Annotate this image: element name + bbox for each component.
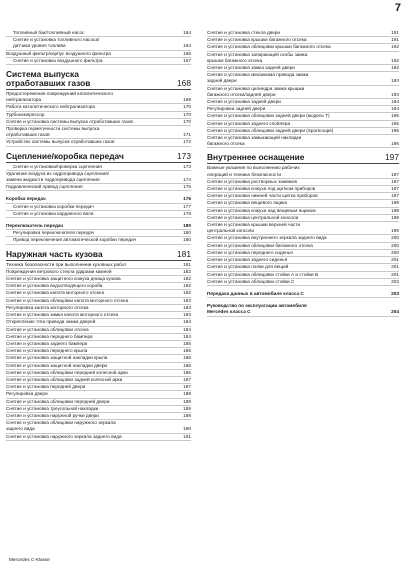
- toc-entry-title: Работа каталитического нейтрализатора: [6, 104, 95, 110]
- toc-entry-page: 188: [183, 398, 191, 404]
- toc-entry: [207, 72, 399, 85]
- toc-entry-page: 182: [183, 268, 191, 274]
- toc-right-column: [207, 30, 399, 322]
- toc-entry-title: Снятие и установка вещевого ящика: [207, 200, 287, 206]
- toc-entry-page: 173: [183, 163, 191, 169]
- toc-entry-title: Снятие и установка нижней части щитка приборов: [207, 193, 318, 199]
- toc-entry-page: 186: [183, 355, 191, 361]
- toc-entry-title: Техника безопасности при выполнении кузовных работ: [6, 261, 127, 267]
- toc-entry-page: 170: [183, 111, 191, 117]
- toc-entry-page: 183: [183, 304, 191, 310]
- toc-entry: [6, 298, 191, 305]
- toc-entry: [6, 290, 191, 297]
- toc-entry-title: Снятие и установка крышки верхней части центральной консоли: [207, 222, 301, 234]
- toc-entry-page: 175: [183, 184, 191, 190]
- toc-entry: [6, 211, 191, 218]
- toc-entry-page: 181: [183, 261, 191, 267]
- toc-entry-page: 171: [183, 132, 191, 138]
- toc-entry-title: Регулировка капота моторного отсека: [6, 304, 89, 310]
- toc-entry-title: Снятие и установка облицовки наружного зеркала заднего вида: [6, 420, 116, 432]
- toc-entry-title: Снятие и установка облицовки крышки багажного отсека: [207, 44, 331, 50]
- toc-entry-page: 166: [183, 50, 191, 56]
- toc-entry-title: Переключатель передач: [6, 223, 64, 229]
- toc-entry: [207, 291, 399, 298]
- toc-entry-title: Снятие и установка кожуха над вещевым ящиком: [207, 207, 316, 213]
- toc-entry-page: 177: [183, 203, 191, 209]
- toc-entry-title: Регулировка двери: [6, 391, 48, 397]
- toc-entry: [207, 121, 399, 128]
- toc-entry: [207, 272, 399, 279]
- toc-entry: [6, 341, 191, 348]
- toc-section: [6, 250, 191, 441]
- toc-entry-title: Привод переключения автоматической коробки передач: [13, 237, 137, 243]
- section-title: Наружная часть кузова: [6, 248, 103, 259]
- toc-entry-title: Регулировка переключателя передач: [13, 230, 95, 236]
- toc-left-column: [6, 30, 191, 446]
- toc-section: [6, 30, 191, 65]
- toc-entry: [207, 215, 399, 222]
- toc-entry-page: 199: [391, 228, 399, 234]
- toc-entry: [6, 319, 191, 326]
- toc-entry: [6, 164, 191, 171]
- toc-entry: [6, 119, 191, 126]
- toc-entry-page: 189: [183, 405, 191, 411]
- toc-entry-page: 195: [391, 120, 399, 126]
- section-page-number: 173: [177, 150, 191, 161]
- toc-entry-page: 174: [183, 177, 191, 183]
- toc-entry-page: 182: [183, 283, 191, 289]
- toc-entry: [6, 196, 191, 203]
- toc-entry-title: Снятие и установка защитной накладки двери: [6, 362, 108, 368]
- toc-entry-title: Снятие и установка ростворных зажимов: [207, 178, 297, 184]
- toc-entry: [207, 52, 399, 65]
- toc-entry: [6, 355, 191, 362]
- toc-section: [207, 30, 399, 148]
- toc-entry-page: 164: [183, 30, 191, 35]
- toc-entry-page: 170: [183, 118, 191, 124]
- toc-section: [207, 153, 399, 316]
- toc-entry-page: 186: [183, 369, 191, 375]
- toc-entry-title: Снятие и установка наружной ручки двери: [6, 412, 99, 418]
- toc-entry: [207, 303, 399, 316]
- toc-entry-title: Снятие и установка крышки багажного отсека: [207, 37, 307, 43]
- toc-entry-page: 182: [183, 276, 191, 282]
- toc-entry-title: Снятие и установка замка капота моторного отсека: [6, 312, 119, 318]
- toc-entry: [207, 235, 399, 242]
- toc-entry-page: 187: [183, 384, 191, 390]
- toc-entry: [6, 434, 191, 441]
- toc-entry-title: Снятие и установка облицовки задней двери (модель T): [207, 113, 330, 119]
- toc-entry-page: 194: [391, 106, 399, 112]
- toc-entry-page: 182: [183, 290, 191, 296]
- toc-entry-page: 167: [183, 57, 191, 63]
- toc-entry: [207, 250, 399, 257]
- toc-entry-title: Снятие и установка облицовки багажного отсека: [207, 242, 313, 248]
- toc-entry-title: Повреждения ветрового стекла ударами камней: [6, 268, 112, 274]
- toc-entry-page: 188: [183, 391, 191, 397]
- section-heading: [6, 250, 191, 261]
- toc-entry-title: Устройство системы выпуска отработавших газов: [6, 139, 115, 145]
- toc-entry-title: Снятие и установка стекла двери: [207, 30, 280, 35]
- toc-entry-title: Снятие и установка воздушного фильтра: [13, 57, 103, 63]
- toc-entry-page: 201: [391, 264, 399, 270]
- toc-entry-title: Снятие и установка центральной консоли: [207, 214, 299, 220]
- toc-entry-page: 196: [391, 127, 399, 133]
- toc-entry-title: Снятие и установка полки для вещей: [207, 264, 289, 270]
- toc-entry-page: 198: [391, 200, 399, 206]
- toc-entry: [6, 305, 191, 312]
- toc-entry-page: 204: [391, 309, 399, 315]
- toc-entry-page: 192: [391, 57, 399, 63]
- toc-entry-title: Снятие и установка облицовки передней двери: [6, 398, 110, 404]
- toc-entry-page: 176: [183, 196, 191, 202]
- toc-entry-title: Снятие и установка цилиндра замка крышки багажного отсека/задней двери: [207, 85, 305, 97]
- toc-entry-title: Передача данных в автомобиле класса С: [207, 290, 304, 296]
- toc-entry-page: 200: [391, 242, 399, 248]
- toc-entry: [6, 262, 191, 269]
- toc-entry-page: 191: [183, 433, 191, 439]
- toc-entry: [6, 384, 191, 391]
- toc-entry-title: Снятие и установка заднего спойлера: [207, 120, 291, 126]
- toc-entry: [6, 413, 191, 420]
- toc-entry-page: 193: [391, 78, 399, 84]
- toc-entry-page: 187: [183, 376, 191, 382]
- toc-entry: [6, 399, 191, 406]
- toc-entry-page: 192: [391, 44, 399, 50]
- toc-entry: [207, 243, 399, 250]
- toc-entry-title: Снятие и установка заднего сиденья: [207, 257, 288, 263]
- toc-entry-title: Снятие и установка облицовки стойки С: [207, 278, 295, 284]
- toc-entry-title: Снятие и установка водоотводящего короба: [6, 283, 103, 289]
- toc-entry-title: Снятие и установка переднего крыла: [6, 348, 88, 354]
- toc-entry-page: 200: [391, 235, 399, 241]
- toc-entry-page: 197: [391, 193, 399, 199]
- toc-entry-title: Удаление воздуха из гидропривода сцепления/ замена жидкости гидропривода сцепления: [6, 170, 109, 183]
- toc-entry: [6, 104, 191, 111]
- toc-entry-title: Снятие и установка/проверка сцепления: [13, 163, 102, 169]
- toc-entry: [207, 222, 399, 235]
- toc-entry-page: 186: [183, 362, 191, 368]
- toc-entry: [207, 279, 399, 286]
- toc-entry-page: 183: [183, 312, 191, 318]
- toc-entry-page: 191: [391, 37, 399, 43]
- toc-entry: [6, 37, 191, 50]
- toc-entry-page: 196: [391, 141, 399, 147]
- toc-entry: [207, 193, 399, 200]
- toc-entry-page: 191: [391, 30, 399, 35]
- toc-entry-title: Важные указания по выполнению рабочих операций и техника безопасности: [207, 165, 300, 177]
- toc-entry-page: 197: [391, 171, 399, 177]
- toc-entry-page: 169: [183, 97, 191, 103]
- toc-entry: [207, 200, 399, 207]
- toc-entry: [6, 420, 191, 433]
- toc-entry: [6, 283, 191, 290]
- section-title: Сцепление/коробка передач: [6, 150, 124, 161]
- toc-entry: [207, 30, 399, 37]
- toc-entry: [6, 139, 191, 146]
- toc-entry-page: 202: [391, 278, 399, 284]
- toc-entry-title: Снятие и установка заднего бампера: [6, 340, 88, 346]
- toc-entry: [207, 44, 399, 51]
- toc-entry-title: Снятие и установка облицовки стойки А и стойки В: [207, 271, 319, 277]
- toc-entry-title: Снятие и установка передней двери: [6, 384, 86, 390]
- toc-entry: [207, 264, 399, 271]
- toc-entry-title: Воздушный фильтр/корпус воздушного фильтра: [6, 50, 111, 56]
- toc-entry-title: Снятие и установка запирающей скобы замка крышки багажного отсека: [207, 51, 308, 63]
- toc-entry-title: Топливный бак/топливный насос: [13, 30, 85, 35]
- toc-entry-title: Снятие и установка замка задней двери: [207, 65, 295, 71]
- toc-entry-title: Снятие и установка облицовки отсека: [6, 326, 89, 332]
- toc-entry-page: 183: [183, 297, 191, 303]
- toc-entry-title: Снятие и установка переднего сиденья: [207, 249, 293, 255]
- toc-entry: [6, 58, 191, 65]
- toc-entry-title: Снятие и установка внутреннего зеркала заднего вида: [207, 235, 327, 241]
- toc-entry-page: 170: [183, 104, 191, 110]
- section-page-number: 168: [177, 78, 191, 89]
- toc-entry-page: 180: [183, 230, 191, 236]
- toc-entry-title: Снятие и установка переднего бампера: [6, 333, 93, 339]
- toc-entry: [207, 179, 399, 186]
- toc-entry: [207, 65, 399, 72]
- toc-entry-title: Снятие и установка системы выпуска отработавших газов: [6, 118, 133, 124]
- toc-entry-title: Открепление тяги привода замка дверей: [6, 319, 96, 325]
- section-heading: [6, 70, 191, 90]
- toc-entry-title: Проверка герметичности системы выпуска отработавших газов: [6, 126, 100, 138]
- toc-entry: [6, 91, 191, 104]
- toc-entry-page: 180: [183, 237, 191, 243]
- page-footer: Mercedes C-Klasse: [9, 557, 50, 562]
- toc-entry: [6, 276, 191, 283]
- toc-entry-page: 197: [391, 178, 399, 184]
- toc-entry-title: Снятие и установка облицовки задней колесной арки: [6, 376, 123, 382]
- toc-entry-page: 185: [183, 340, 191, 346]
- toc-entry: [6, 391, 191, 398]
- toc-entry-page: 178: [183, 210, 191, 216]
- toc-entry-title: Снятие и установка задней двери: [207, 99, 281, 105]
- toc-entry-page: 200: [391, 249, 399, 255]
- toc-entry: [6, 204, 191, 211]
- toc-entry: [6, 112, 191, 119]
- toc-entry-page: 190: [183, 426, 191, 432]
- toc-entry-page: 195: [391, 113, 399, 119]
- toc-entry-page: 184: [183, 326, 191, 332]
- toc-entry: [6, 30, 191, 37]
- toc-entry-title: Снятие и установка облицовки капота моторного отсека: [6, 297, 129, 303]
- toc-entry: [6, 237, 191, 244]
- toc-entry: [207, 208, 399, 215]
- toc-entry: [207, 113, 399, 120]
- toc-section: [6, 152, 191, 245]
- toc-entry-title: Предостережение повреждений каталитического нейтрализатора: [6, 91, 114, 103]
- toc-entry-title: Снятие и установка защитного кожуха днища кузова: [6, 276, 121, 282]
- toc-entry-page: 201: [391, 257, 399, 263]
- page-number: 7: [394, 2, 401, 14]
- toc-entry: [6, 363, 191, 370]
- toc-entry-page: 164: [183, 43, 191, 49]
- toc-entry-title: Снятие и установка треугольной накладки: [6, 405, 99, 411]
- toc-entry-title: Турбокомпрессор: [6, 111, 45, 117]
- toc-entry: [6, 269, 191, 276]
- section-title: Система выпуска отработавших газов: [6, 69, 91, 89]
- toc-entry-title: Руководство по эксплуатации автомобиля Mercedes класса С: [207, 303, 307, 315]
- section-heading: [207, 153, 399, 164]
- toc-entry: [6, 184, 191, 191]
- toc-entry-title: Гидравлический привод сцепления: [6, 184, 83, 190]
- toc-entry: [207, 128, 399, 135]
- toc-entry-title: Коробка передач: [6, 196, 46, 202]
- toc-entry-page: 184: [183, 319, 191, 325]
- toc-entry-page: 172: [183, 139, 191, 145]
- toc-entry-title: Регулировка задней двери: [207, 106, 266, 112]
- toc-entry-title: Снятие и установка карданного вала: [13, 210, 94, 216]
- toc-entry: [6, 223, 191, 230]
- toc-entry-title: Снятие и установка облицовки задней двери (Sportcoupé): [207, 127, 334, 133]
- toc-section: [6, 70, 191, 147]
- toc-entry-page: 189: [183, 412, 191, 418]
- toc-entry-page: 194: [391, 99, 399, 105]
- toc-entry-title: Снятие и установка топливного насоса/ датчика уровня топлива: [13, 37, 100, 49]
- toc-entry-title: Снятие и установка кожуха под щитком приборов: [207, 186, 316, 192]
- toc-entry-title: Снятие и установка наружного зеркала заднего вида: [6, 433, 122, 439]
- toc-entry: [6, 51, 191, 58]
- toc-entry: [207, 37, 399, 44]
- section-page-number: 197: [385, 152, 399, 163]
- toc-entry: [207, 165, 399, 178]
- toc-entry-page: 192: [391, 65, 399, 71]
- toc-entry-page: 180: [183, 223, 191, 229]
- toc-entry-page: 193: [391, 91, 399, 97]
- toc-entry: [6, 171, 191, 184]
- section-page-number: 181: [177, 248, 191, 259]
- toc-entry-page: 185: [183, 348, 191, 354]
- section-title: Внутреннее оснащение: [207, 152, 305, 163]
- toc-entry: [207, 86, 399, 99]
- toc-entry: [6, 327, 191, 334]
- toc-entry-title: Снятие и установка защитной накладки крыла: [6, 355, 108, 361]
- toc-entry-title: Снятие и установка облицовки передней колесной арки: [6, 369, 128, 375]
- toc-entry-page: 184: [183, 333, 191, 339]
- section-heading: [6, 152, 191, 163]
- toc-entry-page: 198: [391, 214, 399, 220]
- toc-entry-page: 201: [391, 271, 399, 277]
- toc-entry-title: Снятие и установка коробки передач: [13, 203, 94, 209]
- toc-entry: [6, 406, 191, 413]
- toc-entry-page: 197: [391, 186, 399, 192]
- toc-entry-title: Снятие и установка замыкающей накладки багажного отсека: [207, 135, 302, 147]
- toc-entry-title: Снятие и установка механизма привода замка задней двери: [207, 72, 309, 84]
- toc-entry-page: 198: [391, 207, 399, 213]
- toc-entry-page: 203: [391, 290, 399, 296]
- toc-entry: [6, 334, 191, 341]
- toc-entry: [6, 126, 191, 139]
- toc-entry: [207, 135, 399, 148]
- toc-entry: [6, 370, 191, 377]
- toc-entry-title: Снятие и установка капота моторного отсека: [6, 290, 105, 296]
